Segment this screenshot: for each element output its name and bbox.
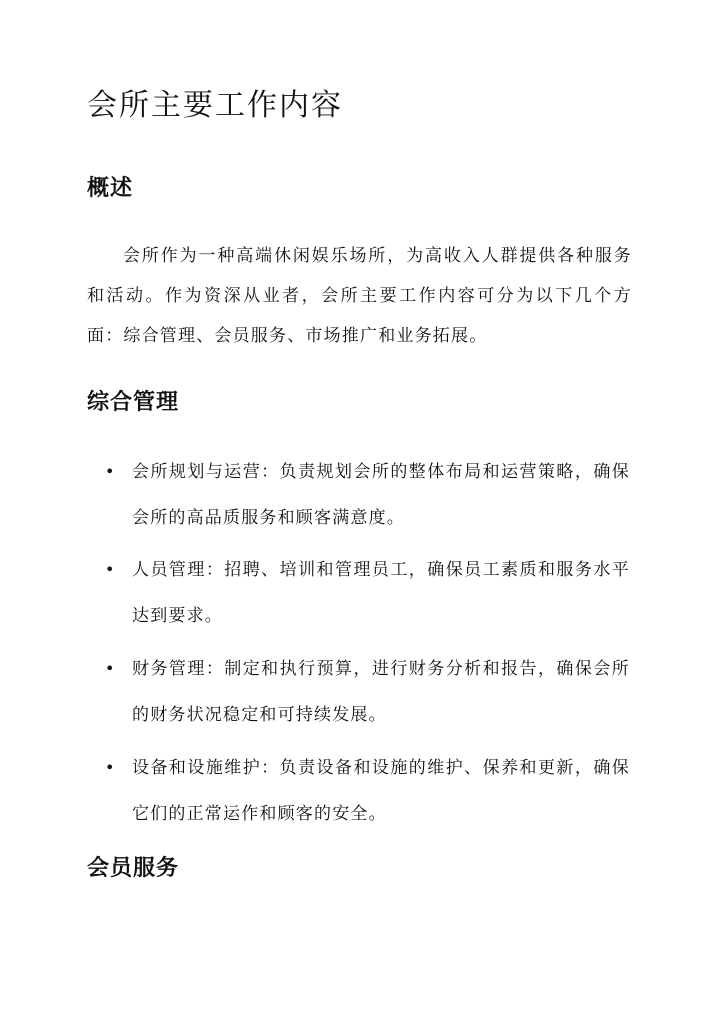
bullet-icon: • — [105, 758, 116, 777]
list-item-text: 财务管理：制定和执行预算，进行财务分析和报告，确保会所的财务状况稳定和可持续发展。 — [132, 659, 630, 725]
section-heading-member: 会员服务 — [87, 855, 180, 881]
bullet-icon: • — [105, 462, 116, 481]
bullet-icon: • — [105, 560, 116, 579]
list-item-text: 设备和设施维护：负责设备和设施的维护、保养和更新，确保它们的正常运作和顾客的安全。 — [132, 758, 630, 824]
list-item — [105, 745, 630, 837]
section-heading-overview: 概述 — [87, 175, 134, 201]
overview-paragraph: 会所作为一种高端休闲娱乐场所，为高收入人群提供各种服务和活动。作为资深从业者，会所主要工作内容可分为以下几个方面：综合管理、会员服务、市场推广和业务拓展。 — [87, 246, 632, 346]
list-item — [105, 646, 630, 738]
list-item — [105, 547, 630, 639]
list-item — [105, 449, 630, 541]
list-item-text: 人员管理：招聘、培训和管理员工，确保员工素质和服务水平达到要求。 — [132, 560, 630, 626]
section-heading-management: 综合管理 — [87, 389, 180, 415]
bullet-icon: • — [105, 659, 116, 678]
page-title: 会所主要工作内容 — [87, 88, 343, 123]
list-item-text: 会所规划与运营：负责规划会所的整体布局和运营策略，确保会所的高品质服务和顾客满意度。 — [132, 462, 630, 528]
